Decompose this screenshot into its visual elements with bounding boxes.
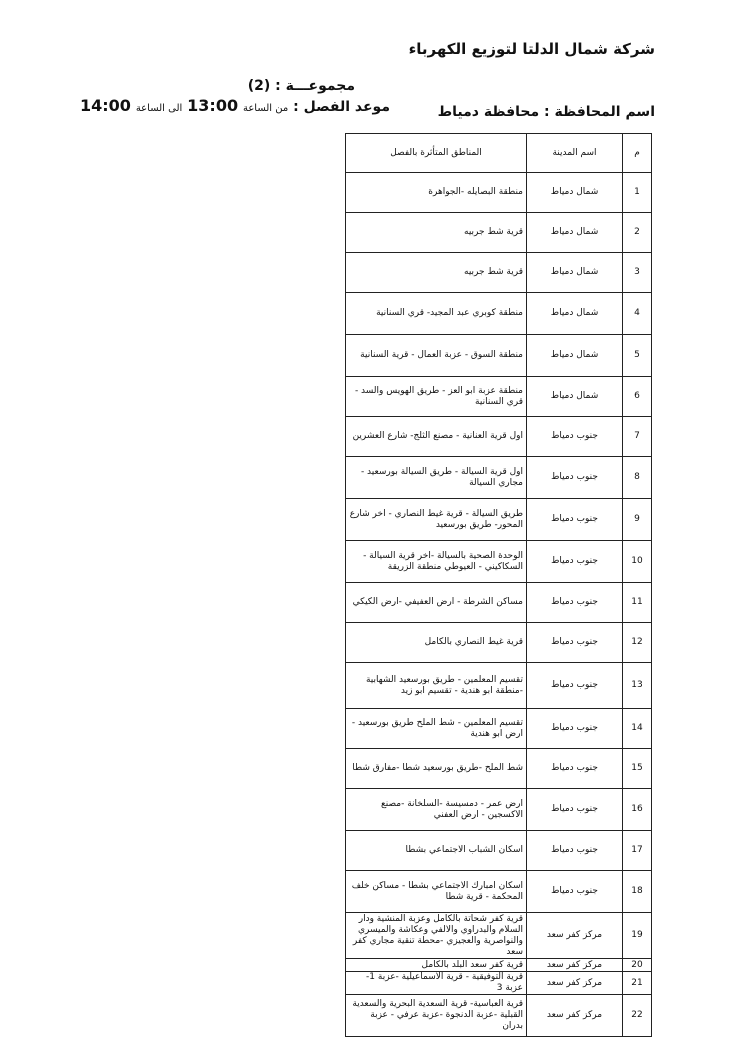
company-name: شركة شمال الدلتا لتوزيع الكهرباء [408,40,655,58]
schedule-start: 13:00 [187,96,239,115]
row-city: جنوب دمياط [527,417,623,457]
table-row [346,173,652,213]
row-number: 10 [623,541,652,583]
row-number: 19 [623,913,652,959]
row-number: 16 [623,789,652,831]
row-number: 8 [623,457,652,499]
row-areas: اسكان امبارك الاجتماعي بشطا - مساكن خلف المحكمة - قرية شطا [346,871,527,913]
row-number: 3 [623,253,652,293]
row-city: جنوب دمياط [527,663,623,709]
row-city: مركز كفر سعد [527,995,623,1037]
schedule-from: من الساعة [242,103,289,114]
row-areas: تقسيم المعلمين - طريق بورسعيد الشهابية -منطقة ابو هندية - تقسيم ابو زيد [346,663,527,709]
row-number: 2 [623,213,652,253]
row-city: مركز كفر سعد [527,959,623,972]
header-areas: المناطق المتأثرة بالفصل [346,134,527,173]
row-city: مركز كفر سعد [527,972,623,995]
row-city: جنوب دمياط [527,457,623,499]
row-number: 5 [623,335,652,377]
row-city: جنوب دمياط [527,583,623,623]
row-number: 22 [623,995,652,1037]
row-city: شمال دمياط [527,377,623,417]
row-areas: مساكن الشرطة - ارض العفيفي -ارض الكيكي [346,583,527,623]
row-city: شمال دمياط [527,293,623,335]
row-number: 12 [623,623,652,663]
table-row [346,913,652,959]
schedule-label: موعد الفصل : [293,99,390,115]
table-row [346,499,652,541]
row-areas: اول قرية السيالة - طريق السيالة بورسعيد - مجاري السيالة [346,457,527,499]
row-city: جنوب دمياط [527,749,623,789]
outage-table [345,133,652,1037]
group-label: مجموعـــة [285,78,355,94]
row-number: 6 [623,377,652,417]
row-areas: شط الملح -طريق بورسعيد شطا -مفارق شطا [346,749,527,789]
table-row [346,663,652,709]
group-value: : (2) [247,78,281,94]
table-row [346,789,652,831]
row-city: جنوب دمياط [527,623,623,663]
row-areas: الوحدة الصحية بالسيالة -اخر قرية السيالة - السكاكيني - العيوطي منطقة الزريقة [346,541,527,583]
table-row [346,623,652,663]
schedule-to: الى الساعة [135,103,183,114]
row-city: جنوب دمياط [527,499,623,541]
table-row [346,457,652,499]
row-number: 15 [623,749,652,789]
table-row [346,335,652,377]
row-city: شمال دمياط [527,253,623,293]
row-areas: اول قرية العنانية - مصنع الثلج- شارع العشرين [346,417,527,457]
table-row [346,709,652,749]
table-row [346,377,652,417]
row-areas: قرية غيط النصاري بالكامل [346,623,527,663]
row-areas: منطقة السوق - عزبة العمال - قرية السنانية [346,335,527,377]
schedule-line [80,96,390,115]
schedule-end: 14:00 [80,96,131,115]
row-number: 17 [623,831,652,871]
table-row [346,749,652,789]
row-city: جنوب دمياط [527,541,623,583]
row-number: 21 [623,972,652,995]
row-areas: منطقة كوبري عبد المجيد- قري السنانية [346,293,527,335]
table-row [346,959,652,972]
governorate-title: اسم المحافظة : محافظة دمياط [437,104,655,120]
header-city: اسم المدينة [527,134,623,173]
row-city: شمال دمياط [527,173,623,213]
table-row [346,213,652,253]
row-areas: قرية شط جربيه [346,253,527,293]
row-city: جنوب دمياط [527,709,623,749]
row-areas: قرية شط جربيه [346,213,527,253]
row-city: جنوب دمياط [527,831,623,871]
row-city: مركز كفر سعد [527,913,623,959]
row-areas: منطقة عزبة ابو العز - طريق الهويس والسد - قري السنانية [346,377,527,417]
row-number: 4 [623,293,652,335]
table-row [346,995,652,1037]
row-city: جنوب دمياط [527,789,623,831]
row-areas: منطقة البصايله -الجواهرة [346,173,527,213]
table-row [346,972,652,995]
row-areas: ارض عمر - دمسيسة -السلخانة -مصنع الاكسجين - ارض العفني [346,789,527,831]
table-row [346,583,652,623]
row-number: 13 [623,663,652,709]
row-number: 7 [623,417,652,457]
table-body [346,173,652,1037]
table-row [346,871,652,913]
table-row [346,831,652,871]
table-row [346,541,652,583]
row-areas: تقسيم المعلمين - شط الملح طريق بورسعيد - ارض ابو هندية [346,709,527,749]
row-areas: قرية كفر سعد البلد بالكامل [346,959,527,972]
row-number: 1 [623,173,652,213]
table-header-row [346,134,652,173]
row-number: 20 [623,959,652,972]
row-city: شمال دمياط [527,335,623,377]
row-areas: اسكان الشباب الاجتماعي بشطا [346,831,527,871]
group-line [248,78,355,94]
row-areas: قرية العباسية- قرية السعدية البحرية والسعدية القبلية -عزبة الدنجوة -عزبة عرفي - عزبة بدران [346,995,527,1037]
table-row [346,293,652,335]
row-city: جنوب دمياط [527,871,623,913]
row-areas: قرية التوفيقية - قرية الاسماعيلية -عزبة 1- عزبة 3 [346,972,527,995]
row-city: شمال دمياط [527,213,623,253]
row-areas: قرية كفر شحاتة بالكامل وعزبة المنشية ودار السلام والبدراوي والالفي وعكاشة والميسري والنواصرية والعجيزي -محطة تنقية مجاري كفر سعد [346,913,527,959]
row-number: 18 [623,871,652,913]
row-areas: طريق السيالة - قرية غيط النصاري - اخر شارع المحور- طريق بورسعيد [346,499,527,541]
row-number: 11 [623,583,652,623]
header-num: م [623,134,652,173]
row-number: 9 [623,499,652,541]
table-row [346,253,652,293]
row-number: 14 [623,709,652,749]
table-row [346,417,652,457]
